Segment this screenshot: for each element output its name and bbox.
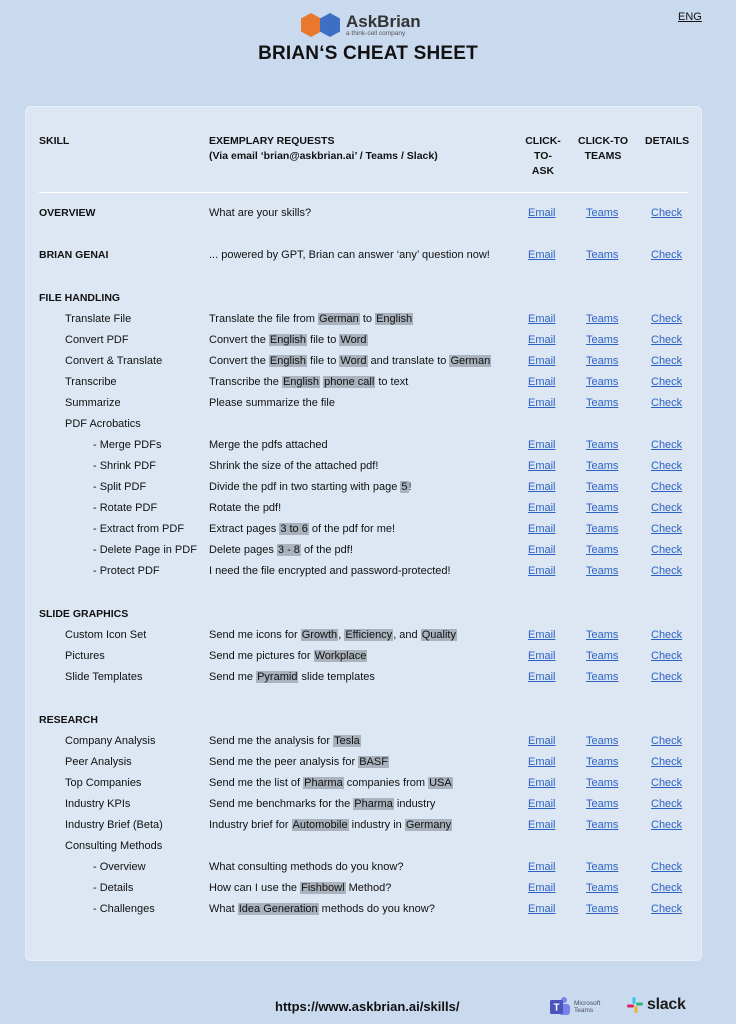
highlighted-term: Germany — [405, 819, 452, 831]
teams-link[interactable]: Teams — [586, 397, 619, 409]
highlighted-term: Word — [340, 334, 367, 346]
example-request — [209, 900, 435, 918]
email-link[interactable]: Email — [528, 861, 556, 873]
example-request — [209, 204, 311, 222]
svg-text:T: T — [553, 1002, 560, 1014]
header-skill: SKILL — [39, 135, 70, 147]
header-click-to-teams-line1: CLICK-TO — [578, 135, 628, 147]
request-text: industry — [393, 798, 436, 810]
request-text: of the pdf! — [300, 544, 353, 556]
table-row — [25, 415, 702, 433]
request-text: to text — [375, 376, 409, 388]
table-row — [25, 499, 702, 517]
example-request — [209, 562, 451, 580]
header-details: DETAILS — [645, 135, 690, 147]
teams-link[interactable]: Teams — [586, 249, 619, 261]
section-heading: RESEARCH — [39, 714, 98, 726]
request-text: What — [209, 903, 238, 915]
header-click-to-teams — [577, 134, 629, 164]
microsoft-teams-icon — [549, 995, 571, 1019]
slack-icon — [626, 996, 644, 1014]
example-request — [209, 541, 353, 559]
header-click-to-ask-line1: CLICK- — [525, 135, 561, 147]
teams-link[interactable]: Teams — [586, 481, 619, 493]
skill-name: - Delete Page in PDF — [93, 544, 197, 556]
request-text: Send me the list of — [209, 777, 304, 789]
skill-name: - Overview — [93, 861, 146, 873]
table-row — [25, 711, 702, 729]
request-text: ! — [408, 481, 412, 493]
check-link[interactable]: Check — [651, 565, 683, 577]
highlighted-term: 3 - 8 — [277, 544, 300, 556]
email-link[interactable]: Email — [528, 756, 556, 768]
teams-link[interactable]: Teams — [586, 502, 619, 514]
example-request — [209, 246, 490, 264]
table-row — [25, 204, 702, 222]
skill-name: Summarize — [65, 397, 121, 409]
table-row — [25, 858, 702, 876]
teams-label-line2: Teams — [574, 1007, 594, 1014]
check-link[interactable]: Check — [651, 882, 683, 894]
table-row — [25, 289, 702, 307]
highlighted-term: German — [450, 355, 491, 367]
check-link[interactable]: Check — [651, 334, 683, 346]
teams-link[interactable]: Teams — [586, 777, 619, 789]
skill-name: - Protect PDF — [93, 565, 160, 577]
header-click-to-ask — [523, 134, 563, 179]
request-text: to — [359, 313, 376, 325]
table-row — [25, 774, 702, 792]
email-link[interactable]: Email — [528, 629, 556, 641]
email-link[interactable]: Email — [528, 735, 556, 747]
section-heading: BRIAN GENAI — [39, 249, 109, 261]
skill-name: Convert & Translate — [65, 355, 163, 367]
highlighted-term: English — [282, 376, 320, 388]
email-link[interactable]: Email — [528, 671, 556, 683]
email-link[interactable]: Email — [528, 313, 556, 325]
example-request — [209, 310, 413, 328]
section-heading: OVERVIEW — [39, 207, 96, 219]
check-link[interactable]: Check — [651, 249, 683, 261]
email-link[interactable]: Email — [528, 376, 556, 388]
table-row — [25, 310, 702, 328]
highlighted-term: Growth — [301, 629, 338, 641]
table-row — [25, 816, 702, 834]
teams-link[interactable]: Teams — [586, 819, 619, 831]
highlighted-term: Tesla — [334, 735, 360, 747]
request-text: Send me the analysis for — [209, 735, 334, 747]
check-link[interactable]: Check — [651, 502, 683, 514]
check-link[interactable]: Check — [651, 376, 683, 388]
teams-link[interactable]: Teams — [586, 313, 619, 325]
skill-name: Consulting Methods — [65, 840, 163, 852]
email-link[interactable]: Email — [528, 798, 556, 810]
teams-link[interactable]: Teams — [586, 565, 619, 577]
request-text: industry in — [348, 819, 405, 831]
email-link[interactable]: Email — [528, 565, 556, 577]
table-row — [25, 605, 702, 623]
request-text: of the pdf for me! — [308, 523, 396, 535]
request-text: methods do you know? — [318, 903, 435, 915]
teams-link[interactable]: Teams — [586, 650, 619, 662]
request-text: I need the file encrypted and password-protected! — [209, 565, 451, 577]
skill-name: - Split PDF — [93, 481, 147, 493]
highlighted-term: Word — [340, 355, 367, 367]
email-link[interactable]: Email — [528, 882, 556, 894]
request-text: Divide the pdf in two starting with page — [209, 481, 401, 493]
check-link[interactable]: Check — [651, 207, 683, 219]
request-text: Shrink the size of the attached pdf! — [209, 460, 379, 472]
skill-name: Pictures — [65, 650, 105, 662]
teams-link[interactable]: Teams — [586, 882, 619, 894]
teams-link[interactable]: Teams — [586, 334, 619, 346]
request-text: slide templates — [298, 671, 375, 683]
table-row — [25, 352, 702, 370]
highlighted-term: 5 — [401, 481, 408, 493]
request-text: , and — [393, 629, 421, 641]
table-row — [25, 879, 702, 897]
slack-label: slack — [647, 996, 686, 1013]
footer-url-link[interactable]: https://www.askbrian.ai/skills/ — [275, 999, 460, 1014]
skill-name: Slide Templates — [65, 671, 143, 683]
email-link[interactable]: Email — [528, 777, 556, 789]
example-request — [209, 394, 335, 412]
skill-name: Convert PDF — [65, 334, 129, 346]
highlighted-term: Workplace — [314, 650, 367, 662]
highlighted-term: BASF — [359, 756, 388, 768]
check-link[interactable]: Check — [651, 397, 683, 409]
brand-tagline: a think-cell company — [346, 29, 406, 37]
highlighted-term: Quality — [421, 629, 456, 641]
highlighted-term: Fishbowl — [301, 882, 345, 894]
askbrian-logo — [300, 12, 421, 38]
teams-link[interactable]: Teams — [586, 798, 619, 810]
example-request — [209, 647, 367, 665]
table-row — [25, 373, 702, 391]
teams-link[interactable]: Teams — [586, 544, 619, 556]
skill-name: Peer Analysis — [65, 756, 132, 768]
table-row — [25, 394, 702, 412]
example-request — [209, 795, 435, 813]
brand-name: AskBrian — [346, 11, 421, 31]
language-switch[interactable]: ENG — [678, 11, 702, 23]
teams-link[interactable]: Teams — [586, 861, 619, 873]
skill-name: - Rotate PDF — [93, 502, 158, 514]
request-text: What are your skills? — [209, 207, 312, 219]
table-row — [25, 647, 702, 665]
request-text: file to — [307, 334, 340, 346]
email-link[interactable]: Email — [528, 439, 556, 451]
teams-link[interactable]: Teams — [586, 439, 619, 451]
request-text: Delete pages — [209, 544, 277, 556]
example-request — [209, 626, 457, 644]
table-row — [25, 541, 702, 559]
header-requests — [209, 134, 438, 164]
skill-name: Transcribe — [65, 376, 117, 388]
email-link[interactable]: Email — [528, 502, 556, 514]
example-request — [209, 352, 491, 370]
highlighted-term: English — [269, 334, 306, 346]
highlighted-term: English — [269, 355, 306, 367]
example-request — [209, 520, 395, 538]
header-click-to-teams-line2: TEAMS — [584, 150, 622, 162]
email-link[interactable]: Email — [528, 397, 556, 409]
request-text: Method? — [345, 882, 392, 894]
email-link[interactable]: Email — [528, 334, 556, 346]
teams-link[interactable]: Teams — [586, 671, 619, 683]
skill-name: Top Companies — [65, 777, 142, 789]
highlighted-term: Automobile — [292, 819, 348, 831]
request-text: Please summarize the file — [209, 397, 335, 409]
check-link[interactable]: Check — [651, 861, 683, 873]
email-link[interactable]: Email — [528, 544, 556, 556]
request-text: Send me the peer analysis for — [209, 756, 359, 768]
page-title: BRIAN‘S CHEAT SHEET — [258, 43, 478, 64]
skill-name: Company Analysis — [65, 735, 156, 747]
request-text: and translate to — [367, 355, 450, 367]
teams-link[interactable]: Teams — [586, 735, 619, 747]
check-link[interactable]: Check — [651, 460, 683, 472]
example-request — [209, 478, 412, 496]
section-heading: SLIDE GRAPHICS — [39, 608, 129, 620]
example-request — [209, 774, 453, 792]
header-requests-title: EXEMPLARY REQUESTS — [209, 135, 335, 147]
highlighted-term: Pharma — [304, 777, 343, 789]
highlighted-term: Idea Generation — [238, 903, 318, 915]
skill-name: Industry KPIs — [65, 798, 131, 810]
teams-link[interactable]: Teams — [586, 355, 619, 367]
skill-name: Industry Brief (Beta) — [65, 819, 163, 831]
email-link[interactable]: Email — [528, 355, 556, 367]
request-text: Rotate the pdf! — [209, 502, 282, 514]
check-link[interactable]: Check — [651, 650, 683, 662]
table-row — [25, 668, 702, 686]
header-click-to-ask-line2: TO-ASK — [531, 150, 555, 177]
highlighted-term: USA — [429, 777, 452, 789]
request-text: , — [338, 629, 345, 641]
slack-logo — [626, 996, 686, 1014]
example-request — [209, 858, 403, 876]
highlighted-term: Pharma — [354, 798, 393, 810]
check-link[interactable]: Check — [651, 735, 683, 747]
highlighted-term: English — [376, 313, 413, 325]
request-text: Transcribe the — [209, 376, 282, 388]
table-row — [25, 795, 702, 813]
check-link[interactable]: Check — [651, 481, 683, 493]
request-text: Send me benchmarks for the — [209, 798, 354, 810]
request-text: What consulting methods do you know? — [209, 861, 404, 873]
section-heading: FILE HANDLING — [39, 292, 121, 304]
request-text: companies from — [343, 777, 429, 789]
request-text: Send me pictures for — [209, 650, 314, 662]
skill-name: - Extract from PDF — [93, 523, 185, 535]
table-row — [25, 331, 702, 349]
request-text: Translate the file from — [209, 313, 319, 325]
email-link[interactable]: Email — [528, 249, 556, 261]
teams-link[interactable]: Teams — [586, 629, 619, 641]
teams-link[interactable]: Teams — [586, 523, 619, 535]
example-request — [209, 436, 328, 454]
skill-name: - Shrink PDF — [93, 460, 156, 472]
table-row — [25, 562, 702, 580]
example-request — [209, 732, 361, 750]
skill-name: - Details — [93, 882, 134, 894]
request-text: Industry brief for — [209, 819, 292, 831]
teams-label-line1: Microsoft — [574, 1000, 601, 1007]
skill-name: Translate File — [65, 313, 132, 325]
header-divider — [39, 192, 688, 193]
example-request — [209, 816, 452, 834]
highlighted-term: 3 to 6 — [280, 523, 308, 535]
microsoft-teams-logo — [549, 995, 600, 1019]
request-text: Send me — [209, 671, 257, 683]
request-text: ... powered by GPT, Brian can answer ‘any’ question now! — [209, 249, 490, 261]
highlighted-term: German — [319, 313, 359, 325]
check-link[interactable]: Check — [651, 777, 683, 789]
table-row — [25, 246, 702, 264]
email-link[interactable]: Email — [528, 819, 556, 831]
table-row — [25, 520, 702, 538]
example-request — [209, 668, 375, 686]
check-link[interactable]: Check — [651, 313, 683, 325]
email-link[interactable]: Email — [528, 460, 556, 472]
table-row — [25, 457, 702, 475]
highlighted-term: phone call — [324, 376, 375, 388]
email-link[interactable]: Email — [528, 650, 556, 662]
check-link[interactable]: Check — [651, 629, 683, 641]
check-link[interactable]: Check — [651, 819, 683, 831]
example-request — [209, 879, 391, 897]
table-row — [25, 626, 702, 644]
highlighted-term: Pyramid — [257, 671, 298, 683]
email-link[interactable]: Email — [528, 523, 556, 535]
header-requests-sub: (Via email ‘brian@askbrian.ai’ / Teams / Slack) — [209, 150, 438, 162]
table-row — [25, 478, 702, 496]
check-link[interactable]: Check — [651, 903, 683, 915]
request-text: Convert the — [209, 355, 269, 367]
check-link[interactable]: Check — [651, 355, 683, 367]
email-link[interactable]: Email — [528, 207, 556, 219]
table-row — [25, 436, 702, 454]
request-text: Merge the pdfs attached — [209, 439, 328, 451]
teams-link[interactable]: Teams — [586, 903, 619, 915]
table-row — [25, 732, 702, 750]
cheat-sheet-card — [25, 106, 702, 961]
example-request — [209, 331, 368, 349]
example-request — [209, 457, 378, 475]
email-link[interactable]: Email — [528, 903, 556, 915]
skill-name: Custom Icon Set — [65, 629, 147, 641]
request-text: Extract pages — [209, 523, 280, 535]
check-link[interactable]: Check — [651, 523, 683, 535]
check-link[interactable]: Check — [651, 756, 683, 768]
teams-link[interactable]: Teams — [586, 376, 619, 388]
table-row — [25, 753, 702, 771]
example-request — [209, 373, 408, 391]
example-request — [209, 753, 389, 771]
check-link[interactable]: Check — [651, 439, 683, 451]
check-link[interactable]: Check — [651, 798, 683, 810]
hexagon-logo-icon — [300, 12, 344, 38]
table-row — [25, 900, 702, 918]
table-row — [25, 837, 702, 855]
check-link[interactable]: Check — [651, 671, 683, 683]
check-link[interactable]: Check — [651, 544, 683, 556]
teams-link[interactable]: Teams — [586, 460, 619, 472]
teams-link[interactable]: Teams — [586, 207, 619, 219]
teams-link[interactable]: Teams — [586, 756, 619, 768]
highlighted-term: Efficiency — [345, 629, 393, 641]
request-text: Send me icons for — [209, 629, 301, 641]
request-text: How can I use the — [209, 882, 301, 894]
skill-name: - Challenges — [93, 903, 155, 915]
request-text: Convert the — [209, 334, 269, 346]
skill-name: PDF Acrobatics — [65, 418, 141, 430]
email-link[interactable]: Email — [528, 481, 556, 493]
skill-name: - Merge PDFs — [93, 439, 162, 451]
request-text: file to — [307, 355, 340, 367]
example-request — [209, 499, 281, 517]
